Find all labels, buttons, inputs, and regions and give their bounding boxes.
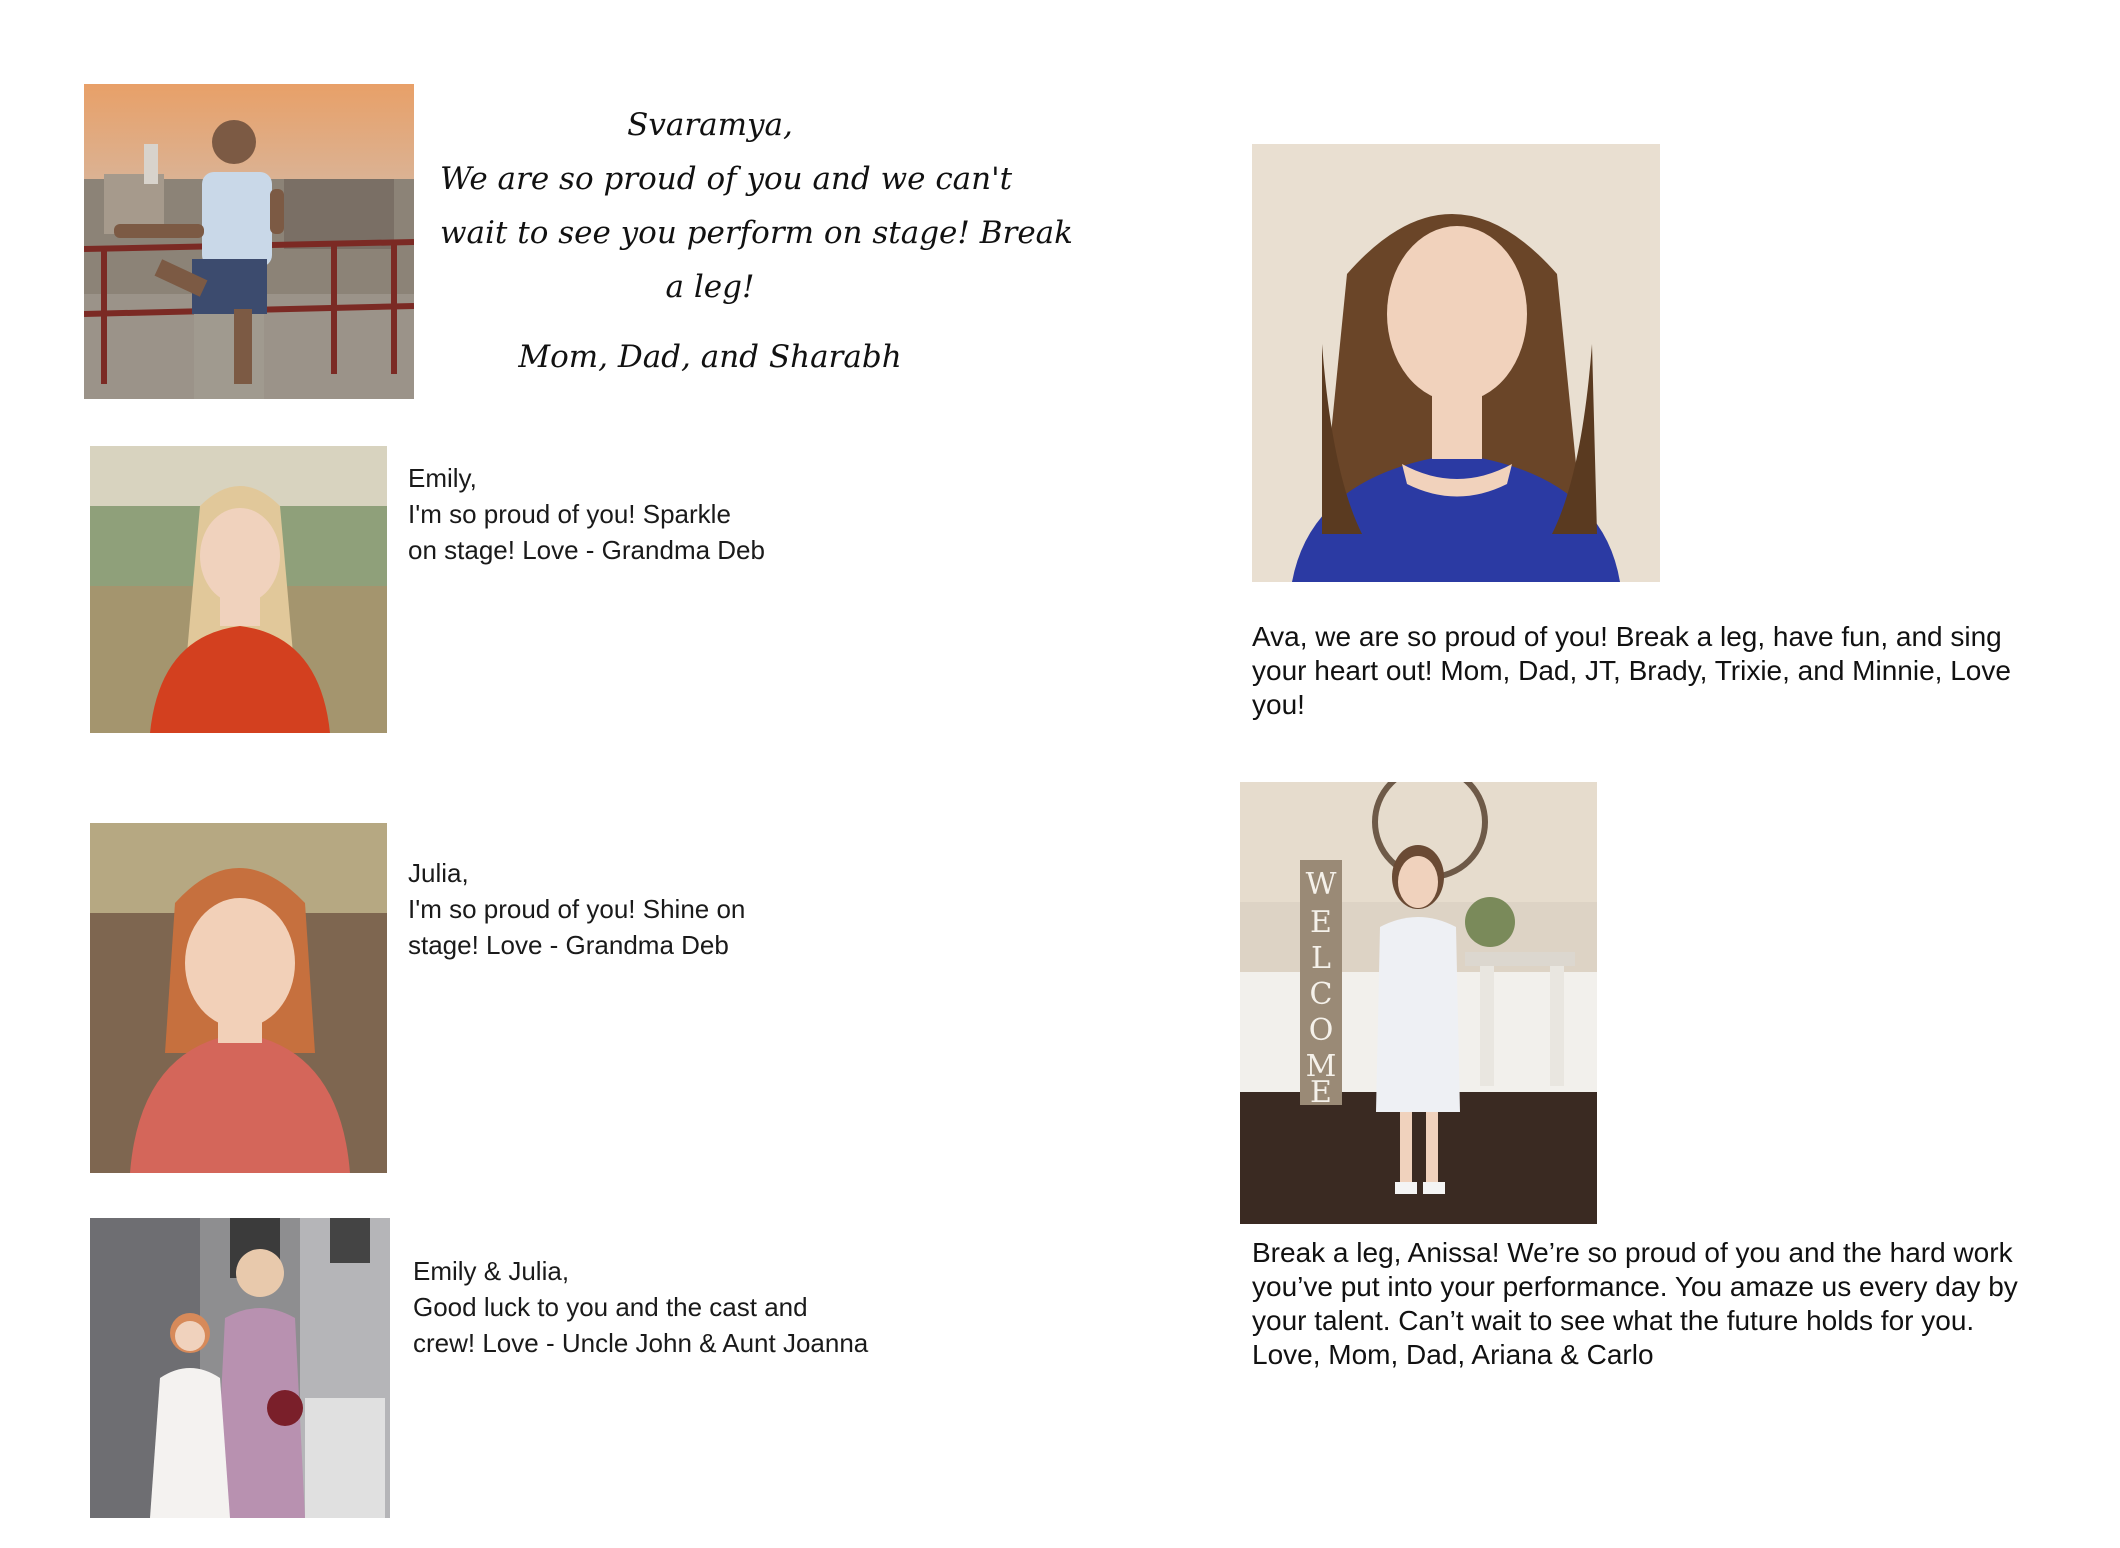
note-ava-line-1: Ava, we are so proud of you! Break a leg, have fun, and sing (1252, 621, 2002, 652)
welcome-sign-letter-l: L (1311, 941, 1331, 976)
note-julia (408, 855, 745, 963)
photo-emily (90, 446, 387, 733)
welcome-sign-letter-w: W (1305, 867, 1337, 902)
note-svaramya-line-2: We are so proud of you and we can't (440, 161, 1013, 197)
note-julia-line-2: I'm so proud of you! Shine on (408, 894, 746, 924)
note-emily-julia-line-1: Emily & Julia, (413, 1256, 570, 1286)
note-svaramya-line-3: wait to see you perform on stage! Break (440, 215, 1073, 251)
note-anissa-line-2: you’ve put into your performance. You amaze us every day by (1252, 1271, 2018, 1302)
note-svaramya (440, 98, 1073, 384)
welcome-sign-letter-e2: E (1310, 1075, 1332, 1110)
welcome-sign-letter-c: C (1309, 977, 1333, 1012)
note-ava (1252, 620, 2011, 722)
photo-julia (90, 823, 387, 1173)
note-emily-julia-line-2: Good luck to you and the cast and (413, 1292, 808, 1322)
welcome-sign-letter-m: M (1305, 1049, 1337, 1084)
photo-svaramya (84, 84, 414, 399)
note-anissa-line-3: your talent. Can’t wait to see what the future holds for you. (1252, 1305, 1975, 1336)
note-svaramya-line-4: a leg! (665, 269, 755, 305)
note-ava-line-2: your heart out! Mom, Dad, JT, Brady, Trixie, and Minnie, Love (1252, 655, 2011, 686)
note-ava-line-3: you! (1252, 689, 1305, 720)
welcome-sign-letter-o: O (1308, 1013, 1334, 1048)
note-anissa-line-4: Love, Mom, Dad, Ariana & Carlo (1252, 1339, 1654, 1370)
note-svaramya-signature: Mom, Dad, and Sharabh (518, 339, 902, 375)
photo-anissa (1240, 782, 1597, 1224)
note-emily (408, 460, 765, 568)
note-anissa (1252, 1236, 2018, 1372)
note-emily-line-1: Emily, (408, 463, 477, 493)
photo-ava (1252, 144, 1660, 582)
photo-emily-julia (90, 1218, 390, 1518)
note-anissa-line-1: Break a leg, Anissa! We’re so proud of you and the hard work (1252, 1237, 2013, 1268)
note-emily-line-3: on stage! Love - Grandma Deb (408, 535, 765, 565)
welcome-sign-letter-e1: E (1310, 905, 1332, 940)
note-emily-line-2: I'm so proud of you! Sparkle (408, 499, 731, 529)
note-emily-julia (413, 1253, 868, 1361)
note-julia-line-3: stage! Love - Grandma Deb (408, 930, 729, 960)
note-svaramya-line-1: Svaramya, (627, 107, 793, 143)
note-emily-julia-line-3: crew! Love - Uncle John & Aunt Joanna (413, 1328, 869, 1358)
note-julia-line-1: Julia, (408, 858, 469, 888)
